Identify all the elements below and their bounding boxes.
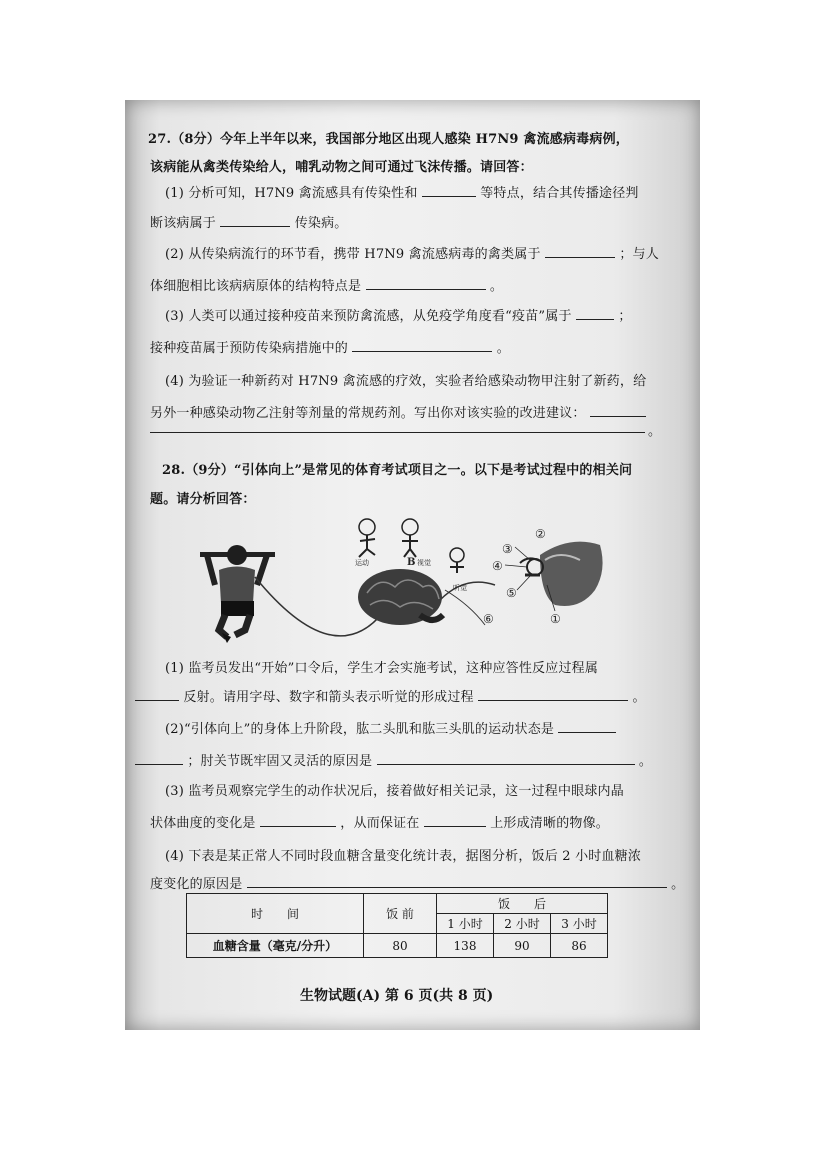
student-icon [207,545,267,643]
q28-part4-line1: (4) 下表是某正常人不同时段血糖含量变化统计表，据图分析，饭后 2 小时血糖浓 [165,849,642,864]
label-hearing: 听觉 [453,584,467,592]
q28-part3-line2: 状体曲度的变化是 ，从而保证在 上形成清晰的物像。 [150,816,609,831]
label-B: B [407,557,416,568]
q28-title: 28.（9分）“引体向上”是常见的体育考试项目之一。以下是考试过程中的相关问 [162,463,633,478]
label-4: ④ [492,559,503,573]
answer-blank[interactable] [377,752,635,765]
answer-blank[interactable] [576,307,614,320]
q27-title: 27.（8分）今年上半年以来，我国部分地区出现人感染 H7N9 禽流感病毒病例， [148,132,629,147]
table-header-2h: 2 小时 [494,914,551,934]
q28-part4-line2: 度变化的原因是 。 [150,877,685,892]
table-header-1h: 1 小时 [437,914,494,934]
brain-icon [358,569,443,625]
q27-end-mark: 。 [648,424,662,439]
motion-figure-icon [359,519,375,557]
reflex-figure [195,515,615,650]
label-6: ⑥ [483,612,494,626]
table-cell-2h: 90 [494,934,551,958]
table-cell-before: 80 [364,934,437,958]
label-1: ① [550,612,561,626]
q28-part2-line1: (2)“引体向上”的身体上升阶段，肱二头肌和肱三头肌的运动状态是 [165,718,616,737]
q27-intro: 该病能从禽类传染给人，哺乳动物之间可通过飞沫传播。请回答： [150,160,533,175]
table-header-after: 饭 后 [437,894,608,914]
q27-part2-line1: (2) 从传染病流行的环节看，携带 H7N9 禽流感病毒的禽类属于 ；与人 [165,247,659,262]
table-header-time: 时 间 [187,894,364,934]
answer-blank[interactable] [590,404,646,417]
answer-blank[interactable] [220,214,290,227]
label-5: ⑤ [506,586,517,600]
answer-blank[interactable] [260,814,336,827]
answer-blank[interactable] [558,720,616,733]
q28-part2-line2: ；肘关节既牢固又灵活的原因是 。 [135,750,652,769]
q28-part1-line1: (1) 监考员发出“开始”口令后，学生才会实施考试，这种应答性反应过程属 [165,661,599,676]
answer-blank[interactable] [545,245,615,258]
hearing-figure-icon [450,548,464,573]
label-3: ③ [502,542,513,556]
table-cell-3h: 86 [551,934,608,958]
table-header-before: 饭 前 [364,894,437,934]
answer-line[interactable] [150,432,645,433]
answer-blank[interactable] [422,184,476,197]
answer-blank[interactable] [135,688,179,701]
q27-part3-line2: 接种疫苗属于预防传染病措施中的 。 [150,341,510,356]
answer-blank[interactable] [366,277,486,290]
q27-part4-line1: (4) 为验证一种新药对 H7N9 禽流感的疗效，实验者给感染动物甲注射了新药，给 [165,374,647,389]
answer-blank[interactable] [135,752,183,765]
table-row [187,934,608,958]
q27-part4-line2: 另外一种感染动物乙注射等剂量的常规药剂。写出你对该实验的改进建议： [150,402,646,421]
page-footer: 生物试题(A) 第 6 页(共 8 页) [300,988,494,1004]
nerve-pathway [440,582,495,600]
blood-sugar-table [186,893,608,958]
label-pointer [445,590,485,625]
q27-part3-line1: (3) 人类可以通过接种疫苗来预防禽流感，从免疫学角度看“疫苗”属于 ； [165,309,632,324]
q28-part1-line2: 反射。请用字母、数字和箭头表示听觉的形成过程 。 [135,686,646,705]
label-motion: 运动 [355,559,369,567]
vision-figure-icon [402,519,418,557]
ear-icon [520,542,603,606]
answer-blank[interactable] [352,339,492,352]
q27-part2-line2: 体细胞相比该病病原体的结构特点是 。 [150,279,504,294]
answer-blank[interactable] [478,688,628,701]
q28-intro: 题。请分析回答： [150,492,256,507]
label-vision: 视觉 [417,559,431,567]
label-2: ② [535,527,546,541]
q27-part1-line1: (1) 分析可知，H7N9 禽流感具有传染性和 等特点，结合其传播途径判 [165,186,639,201]
answer-blank[interactable] [424,814,486,827]
q27-part1-line2: 断该病属于 传染病。 [150,216,348,231]
answer-blank[interactable] [247,875,667,888]
table-row-label: 血糖含量（毫克/分升） [187,934,364,958]
table-cell-1h: 138 [437,934,494,958]
table-header-3h: 3 小时 [551,914,608,934]
q28-part3-line1: (3) 监考员观察完学生的动作状况后，接着做好相关记录，这一过程中眼球内晶 [165,784,624,799]
